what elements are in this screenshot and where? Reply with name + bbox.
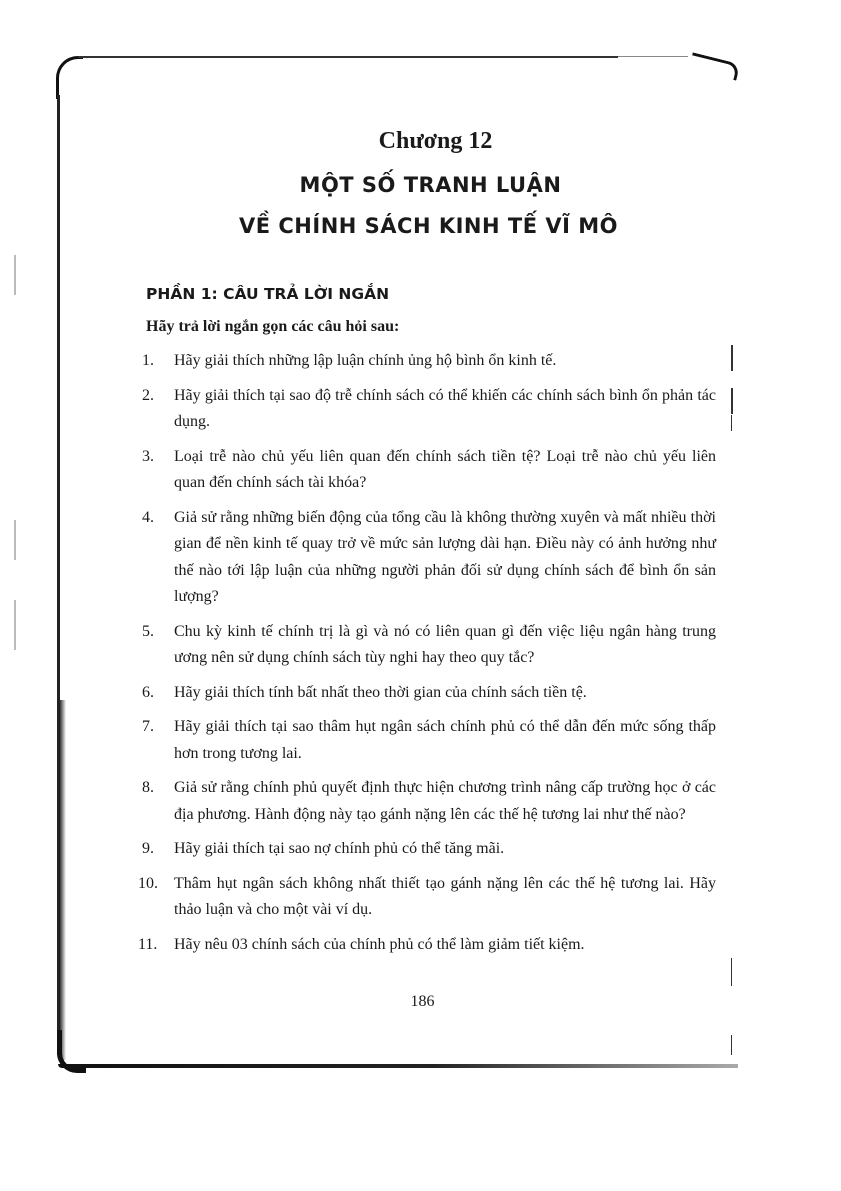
section-instruction: Hãy trả lời ngắn gọn các câu hỏi sau: [146,318,400,335]
question-item [142,680,716,707]
scan-border-top [78,56,618,58]
question-text: Giả sử rằng những biến động của tổng cầu là không thường xuyên và mất nhiều thời gian để nền kinh tế quay trở về mức sản lượng dài hạn. Điều này có ảnh hưởng như thế nào tới lập luận của những người phản đối sử dụng chính sách để bình ổn sản lượng? [174,508,716,605]
question-text: Hãy giải thích tại sao độ trễ chính sách có thể khiến các chính sách bình ổn phản tác dụng. [174,386,716,430]
question-item [142,383,716,436]
question-number: 3. [142,447,154,465]
question-text: Hãy nêu 03 chính sách của chính phủ có thể làm giảm tiết kiệm. [174,935,585,953]
question-item [142,444,716,497]
scan-mark-right [731,345,733,371]
chapter-title-line-1: MỘT SỐ TRANH LUẬN [299,173,562,197]
scan-mark-right [731,1035,732,1055]
question-number: 10. [138,874,158,892]
question-text: Giả sử rằng chính phủ quyết định thực hiện chương trình nâng cấp trường học ở các địa phương. Hành động này tạo gánh nặng lên các thế hệ tương lai như thế nào? [174,779,716,823]
question-item [142,836,716,863]
question-number: 1. [142,352,154,369]
question-number: 8. [142,779,154,796]
question-text: Hãy giải thích những lập luận chính ủng hộ bình ổn kinh tế. [174,352,557,369]
chapter-number: Chương 12 [378,128,493,154]
question-number: 7. [142,718,154,735]
scan-border-corner-top-right [689,52,741,80]
scan-mark-left [14,255,16,295]
scan-mark-right [731,958,732,986]
question-list [138,348,716,966]
question-number: 4. [142,508,154,526]
page-number: 186 [410,993,435,1010]
question-number: 6. [142,683,154,701]
question-text: Loại trễ nào chủ yếu liên quan đến chính sách tiền tệ? Loại trễ nào chủ yếu liên quan đến chính sách tài khóa? [174,447,716,491]
question-text: Thâm hụt ngân sách không nhất thiết tạo gánh nặng lên các thế hệ tương lai. Hãy thảo luận và cho một vài ví dụ. [174,874,716,918]
scan-border-top-faint [618,56,688,57]
scan-mark-left [14,600,16,650]
question-text: Hãy giải thích tính bất nhất theo thời gian của chính sách tiền tệ. [174,683,587,701]
question-item [142,619,716,672]
scan-mark-left [14,520,16,560]
scan-border-bottom [58,1064,738,1068]
question-text: Hãy giải thích tại sao nợ chính phủ có thể tăng mãi. [174,840,505,857]
question-item [142,505,716,611]
question-item [142,775,716,828]
scan-mark-right [731,388,733,414]
question-item [142,714,716,767]
question-item [138,932,716,959]
question-number: 2. [142,386,154,404]
question-text: Hãy giải thích tại sao thâm hụt ngân sách chính phủ có thể dẫn đến mức sống thấp hơn trong tương lai. [174,718,716,762]
question-number: 11. [138,935,158,953]
section-title: PHẦN 1: CÂU TRẢ LỜI NGẮN [146,285,390,303]
question-text: Chu kỳ kinh tế chính trị là gì và nó có liên quan gì đến việc liệu ngân hàng trung ương nên sử dụng chính sách tùy nghi hay theo quy tắc? [174,622,716,666]
question-number: 5. [142,622,154,640]
question-item [138,871,716,924]
chapter-title-line-2: VỀ CHÍNH SÁCH KINH TẾ VĨ MÔ [238,214,618,238]
scan-border-corner-top-left [56,56,83,99]
question-item [142,348,716,375]
scan-mark-right [731,415,732,431]
question-number: 9. [142,840,154,857]
